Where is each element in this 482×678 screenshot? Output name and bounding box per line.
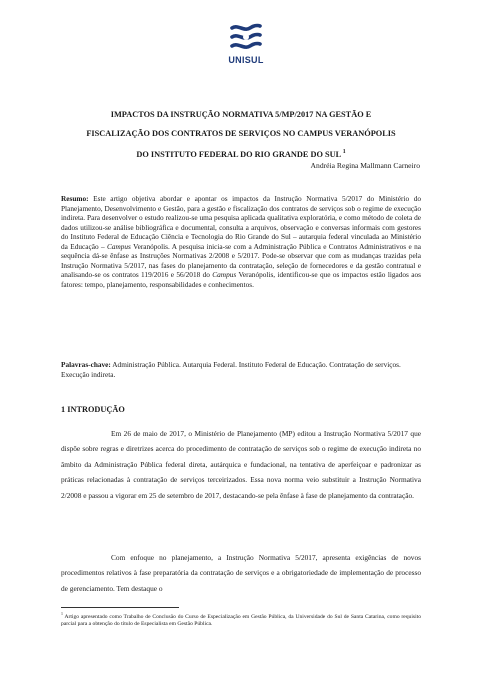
abstract: Resumo: Este artigo objetiva abordar e apontar os impactos da Instrução Normativa 5/2017 do Ministério do Planejamento, Desenvolvimento e Gestão, para a gestão e fiscalização dos contratos de serviços sob o regime de execução indireta. Para desenvolver o estudo realizou-se uma pesquisa aplicada qualitativa exploratória, e como método de coleta de dados utilizou-se análise bibliográfica e documental, consulta a arquivos, observação e conversas informais com gestores do Instituto Federal de Educação Ciência e Tecnologia do Rio Grande do Sul – autarquia federal vinculada ao Ministério da Educação – Campus Veranópolis. A pesquisa inicia-se com a Administração Pública e Contratos Administrativos e na sequência dá-se ênfase as Instruções Normativas 2/2008 e 5/2017. Pode-se observar que com as mudanças trazidas pela Instrução Normativa 5/2017, nas fases do planejamento da contratação, seleção de fornecedores e da gestão contratual e analisando-se os contratos 119/2016 e 56/2018 do Campus Veranópolis, identificou-se que os impactos estão ligados aos fatores: tempo, planejamento, responsabilidades e conhecimentos. xyxy=(61,194,421,289)
title-line-3: DO INSTITUTO FEDERAL DO RIO GRANDE DO SUL $^1$ xyxy=(136,149,346,159)
intro-paragraph-1: Em 26 de maio de 2017, o Ministério de Planejamento (MP) editou a Instrução Normativa 5/2017 que dispõe sobre regras e diretrizes acerca do procedimento de contratação de serviços sob o regime de execução indireta no âmbito da Administração Pública federal direta, autárquica e fundacional, na tentativa de aperfeiçoar e padronizar as práticas relacionadas à contratação de serviços terceirizados. Essa nova norma veio substituir a Instrução Normativa 2/2008 e passou a vigorar em 25 de setembro de 2017, destacando-se pela ênfase à fase de planejamento da contratação. xyxy=(61,429,421,500)
university-logo xyxy=(226,22,266,70)
title-line-2: FISCALIZAÇÃO DOS CONTRATOS DE SERVIÇOS NO CAMPUS VERANÓPOLIS xyxy=(86,128,396,138)
footnote-mark: 1 xyxy=(61,612,63,616)
footnote-divider xyxy=(61,607,179,608)
title-footnote-mark: 1 xyxy=(342,149,346,155)
article-title xyxy=(60,106,422,164)
unisul-emblem-icon xyxy=(229,22,263,54)
footnote: $^1$ Artigo apresentado como Trabalho de Conclusão do Curso de Especialização em Gestão Pública, da Universidade do Sul de Santa Catarina, como requisito parcial para a obtenção do título de Especialista em Gestão Pública. xyxy=(61,612,421,628)
author-name: Andréia Regina Mallmann Carneiro xyxy=(310,161,420,170)
abstract-label: Resumo: xyxy=(61,194,89,203)
keywords-label: Palavras-chave: xyxy=(61,360,111,369)
keywords: Palavras-chave: Administração Pública. Autarquia Federal. Instituto Federal de Educação. Contratação de serviços. Execução indireta. xyxy=(61,360,401,379)
section-heading: 1 INTRODUÇÃO xyxy=(61,405,125,414)
logo-wordmark: UNISUL xyxy=(228,55,264,65)
intro-paragraph-2: Com enfoque no planejamento, a Instrução Normativa 5/2017, apresenta exigências de novos procedimentos relativos à fase preparatória da contratação de serviços e a obrigatoriedade de implementação de processo de gerenciamento. Tem destaque o xyxy=(61,553,421,593)
title-line-1: IMPACTOS DA INSTRUÇÃO NORMATIVA 5/MP/2017 NA GESTÃO E xyxy=(110,110,372,119)
